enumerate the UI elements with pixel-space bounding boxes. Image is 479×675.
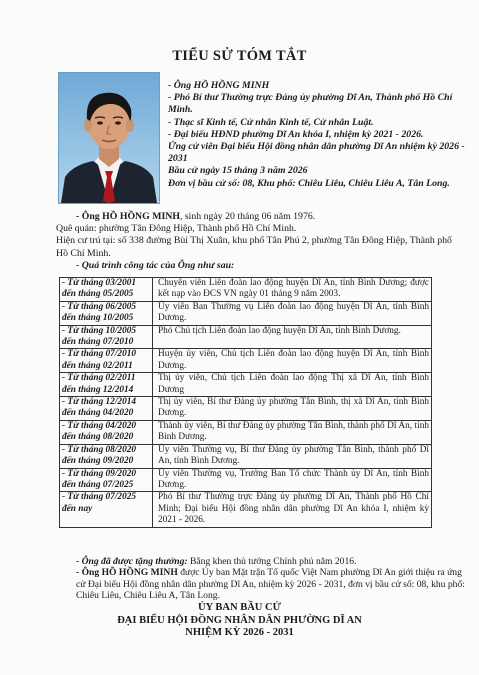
nomination-line [56, 567, 466, 601]
career-to: đến tháng 04/2020 [62, 408, 134, 419]
career-table-body [60, 278, 432, 528]
career-period [60, 325, 153, 349]
career-to: đến tháng 05/2005 [62, 289, 134, 300]
career-heading: - Quá trình công tác của Ông như sau: [76, 259, 235, 271]
career-to: đến nay [62, 503, 93, 514]
awards-label: - Ông đã được tặng thưởng: [76, 556, 188, 567]
career-from: - Từ tháng 07/2025 [62, 492, 137, 503]
career-period [60, 373, 153, 397]
career-row [60, 373, 432, 397]
career-to: đến tháng 09/2020 [62, 456, 134, 467]
career-from: - Từ tháng 09/2020 [62, 468, 137, 479]
career-description: Ủy viên Ban Thường vụ Liên đoàn lao động huyện Dĩ An, tỉnh Bình Dương. [153, 301, 432, 325]
career-to: đến tháng 07/2025 [62, 479, 134, 490]
birth-line [56, 211, 466, 223]
portrait-illustration [59, 73, 159, 203]
document-title: TIỂU SỬ TÓM TẮT [172, 48, 307, 64]
career-from: - Từ tháng 07/2010 [62, 349, 137, 360]
career-period [60, 444, 153, 468]
career-description: Phó Bí thư Thường trực Đảng ủy phường Dĩ An, Thành phố Hồ Chí Minh; Đại biểu Hội đồng nhân dân phường Dĩ An khóa I, nhiệm kỳ 2021 - 2026. [153, 492, 432, 527]
summary-candidacy: Ứng cử viên Đại biểu Hội đồng nhân dân phường Dĩ An nhiệm kỳ 2026 - 2031 [168, 141, 465, 165]
portrait-photo [58, 72, 160, 204]
career-to: đến tháng 02/2011 [62, 360, 133, 371]
career-description: Thị ủy viên, Bí thư Đảng ủy phường Tân Bình, thị xã Dĩ An, tỉnh Bình Dương. [153, 397, 432, 421]
career-description: Ủy viên Thường vụ, Trưởng Ban Tổ chức Thành ủy Dĩ An, tỉnh Bình Dương. [153, 468, 432, 492]
career-period [60, 492, 153, 527]
career-description: Thị ủy viên, Chủ tịch Liên đoàn lao động Thị xã Dĩ An, tỉnh Bình Dương [153, 373, 432, 397]
residence-line: Hiện cư trú tại: số 338 đường Bùi Thị Xuân, khu phố Tân Phú 2, phường Tân Đông Hiệp, Thành phố Hồ Chí Minh. [56, 235, 452, 259]
career-description: Phó Chủ tịch Liên đoàn lao động huyện Dĩ An, tỉnh Bình Dương. [153, 325, 432, 349]
career-row [60, 397, 432, 421]
issuing-body [0, 602, 479, 640]
awards-section [56, 556, 466, 601]
summary-election-date: Bầu cử ngày 15 tháng 3 năm 2026 [168, 165, 308, 177]
career-table [59, 277, 432, 528]
career-period [60, 301, 153, 325]
biography-section [56, 211, 466, 272]
career-row [60, 325, 432, 349]
career-to: đến tháng 12/2014 [62, 384, 134, 395]
career-from: - Từ tháng 04/2020 [62, 420, 137, 431]
summary-delegate: - Đại biểu HĐND phường Dĩ An khóa I, nhiệm kỳ 2021 - 2026. [168, 128, 424, 140]
career-row [60, 492, 432, 527]
footer-term: NHIỆM KỲ 2026 - 2031 [185, 627, 294, 638]
summary-block [168, 80, 468, 190]
career-to: đến tháng 08/2020 [62, 432, 134, 443]
career-description: Chuyên viên Liên đoàn lao động huyện Dĩ An, tỉnh Bình Dương; được kết nạp vào ĐCS VN ngày 01 tháng 9 năm 2003. [153, 278, 432, 302]
career-period [60, 420, 153, 444]
summary-name: - Ông HỒ HỒNG MINH [168, 80, 270, 91]
career-description: Thành ủy viên, Bí thư Đảng ủy phường Tân Bình, thành phố Dĩ An, tỉnh Bình Dương. [153, 420, 432, 444]
summary-electoral-unit: Đơn vị bầu cử số: 08, Khu phố: Chiêu Liêu, Chiêu Liêu A, Tân Long. [168, 177, 450, 189]
career-to: đến tháng 07/2010 [62, 337, 134, 348]
career-from: - Từ tháng 02/2011 [62, 373, 136, 384]
career-period [60, 468, 153, 492]
career-from: - Từ tháng 06/2005 [62, 301, 137, 312]
career-from: - Từ tháng 12/2014 [62, 397, 137, 408]
career-period [60, 278, 153, 302]
footer-council: ĐẠI BIỂU HỘI ĐỒNG NHÂN DÂN PHƯỜNG DĨ AN [117, 614, 362, 626]
footer-committee: ỦY BAN BẦU CỬ [198, 602, 281, 613]
nomination-text: được Ủy ban Mặt trận Tổ quốc Việt Nam phường Dĩ An giới thiệu ra ứng cử Đại biểu Hội đồng nhân dân phường Dĩ An, nhiệm kỳ 2026 - 2031, đơn vị bầu cử số: 08, khu phố: Chiêu Liêu, Chiêu Liêu A, Tân Long. [76, 567, 465, 601]
awards-text: Bằng khen thủ tướng Chính phủ năm 2016. [187, 556, 357, 567]
career-description: Ủy viên Thường vụ, Bí thư Đảng ủy phường Tân Bình, thành phố Dĩ An, tỉnh Bình Dương. [153, 444, 432, 468]
career-description: Huyện ủy viên, Chủ tịch Liên đoàn lao động huyện Dĩ An, tỉnh Bình Dương. [153, 349, 432, 373]
career-row [60, 301, 432, 325]
career-row [60, 444, 432, 468]
career-row [60, 468, 432, 492]
bio-name: - Ông HỒ HỒNG MINH [76, 211, 180, 222]
career-row [60, 278, 432, 302]
career-to: đến tháng 10/2005 [62, 313, 134, 324]
career-from: - Từ tháng 10/2005 [62, 325, 137, 336]
career-from: - Từ tháng 03/2001 [62, 278, 137, 288]
nomination-name: - Ông HỒ HỒNG MINH [76, 567, 178, 579]
career-from: - Từ tháng 08/2020 [62, 444, 137, 455]
bio-birth-date: , sinh ngày 20 tháng 06 năm 1976. [179, 211, 316, 222]
summary-education: - Thạc sĩ Kinh tế, Cử nhân Kinh tế, Cử nhân Luật. [168, 116, 374, 128]
summary-position: - Phó Bí thư Thường trực Đảng ủy phường Dĩ An, Thành phố Hồ Chí Minh. [168, 92, 453, 116]
career-period [60, 397, 153, 421]
hometown-line: Quê quán: phường Tân Đông Hiệp, Thành phố Hồ Chí Minh. [56, 223, 297, 235]
career-row [60, 349, 432, 373]
awards-line [56, 556, 466, 567]
career-row [60, 420, 432, 444]
career-period [60, 349, 153, 373]
